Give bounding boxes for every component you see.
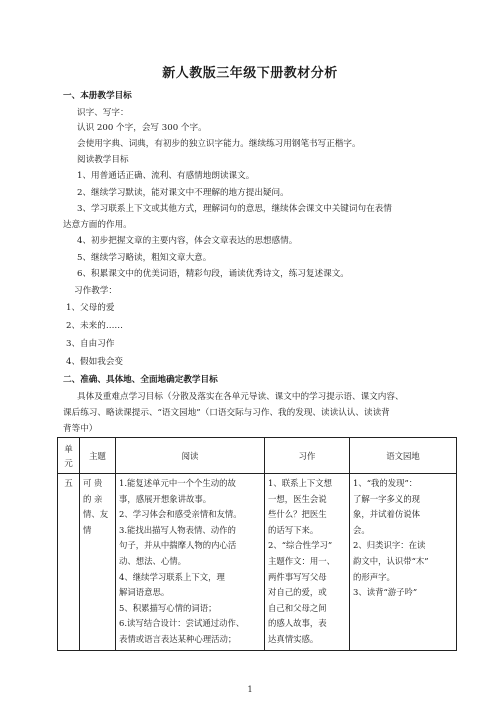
cell-line: 可 贵	[83, 478, 103, 488]
cell-line: 4、继续学习联系上下文，理	[119, 571, 225, 582]
cell-line: 的 亲	[83, 493, 103, 504]
teaching-analysis-table	[57, 437, 457, 651]
cell-line: 3、读背“游子吟”	[353, 587, 418, 598]
cell-line: 1、联系上下文想	[268, 478, 332, 488]
cell-unit: 五	[58, 474, 80, 651]
cell-line: 5、积累描写心情的词语；	[119, 602, 217, 613]
text-line: 6、积累课文中的优美词语，精彩句段，诵读优秀诗文，练习复述课文。	[77, 269, 349, 279]
cell-line: 情、友	[83, 509, 109, 520]
cell-line: 2、学习体会和感受亲情和友情。	[119, 509, 242, 520]
cell-line: 2、归类识字：在读	[353, 540, 426, 551]
cell-line: 的形声字。	[353, 571, 395, 582]
cell-line: 象，并试着仿说体	[353, 509, 420, 520]
cell-line: 韵文中，认识带“木”	[353, 555, 429, 566]
text-line: 5、继续学习略读，粗知文章大意。	[77, 253, 212, 263]
text-line: 具体及重难点学习目标（分散及落实在各单元导读、课文中的学习提示语、课文内容、	[77, 392, 404, 402]
cell-line: 自己和父母之间	[268, 602, 327, 613]
text-line: 3、自由习作	[66, 339, 115, 349]
text-line: 2、未来的……	[66, 321, 124, 331]
header-writing: 习作	[265, 438, 350, 474]
cell-line: 1、“我的发现”：	[353, 478, 418, 488]
table-row	[58, 474, 457, 651]
cell-line: 达真情实感。	[268, 633, 319, 644]
text-line: 4、假如我会变	[66, 357, 124, 367]
cell-line: 会。	[353, 524, 370, 535]
page-number: 1	[247, 685, 253, 694]
cell-garden	[350, 474, 457, 651]
cell-line: 2、“综合性学习”	[268, 540, 333, 551]
text-line: 2、继续学习默读，能对课文中不理解的地方提出疑问。	[77, 188, 289, 198]
text-line: 会使用字典、词典，有初步的独立识字能力。继续练习用钢笔书写正楷字。	[77, 139, 361, 149]
cell-line: 1.能复述单元中一个个生动的故	[119, 478, 236, 488]
cell-line: 些什么？把医生	[268, 509, 327, 520]
text-line: 认识 200 个字，会写 300 个字。	[77, 123, 207, 133]
text-line: 习作教学：	[74, 286, 117, 296]
cell-line: 对自己的爱，或	[268, 587, 327, 598]
header-garden: 语文园地	[350, 438, 457, 474]
cell-line: 句子，并从中揣摩人物的内心活	[119, 540, 237, 551]
text-line: 1、父母的爱	[66, 303, 115, 313]
header-theme: 主题	[80, 438, 116, 474]
header-reading: 阅读	[116, 438, 265, 474]
header-unit: 单元	[58, 438, 80, 474]
cell-line: 主题作文：用一、	[268, 555, 335, 566]
section-heading: 一、本册教学目标	[63, 91, 132, 101]
cell-line: 两件事写写父母	[268, 571, 327, 582]
table-header-row	[58, 438, 457, 474]
cell-line: 了解一字多义的现	[353, 493, 420, 504]
cell-line: 情	[83, 524, 92, 535]
cell-line: 一想，医生会说	[268, 493, 327, 504]
cell-theme	[80, 474, 116, 651]
cell-line: 事，感展开想象讲故事。	[119, 493, 212, 504]
text-line: 背等中）	[63, 424, 98, 434]
document-title: 新人教版三年级下册教材分析	[162, 66, 338, 81]
text-line: 4、初步把握文章的主要内容，体会文章表达的思想感情。	[77, 236, 298, 246]
text-line: 3、学习联系上下文或其他方式，理解词句的意思，继续体会课文中关键词句在表情	[77, 204, 392, 214]
cell-line: 的感人故事，表	[268, 618, 327, 629]
cell-reading	[116, 474, 265, 651]
cell-line: 3.能找出描写人物表情、动作的	[119, 524, 236, 535]
cell-line: 动、想法、心情。	[119, 555, 186, 566]
text-line: 1、用普通话正确、流利、有感情地朗读课文。	[77, 171, 255, 181]
text-line: 达意方面的作用。	[63, 220, 132, 230]
cell-line: 解词语意思。	[119, 587, 170, 598]
text-line: 课后练习、略读课提示、“语文园地”（口语交际与习作、我的发现、读读认认、读读背	[63, 408, 390, 418]
cell-line: 的话写下来。	[268, 524, 319, 535]
cell-line: 表情或语言表达某种心理活动；	[119, 633, 237, 644]
section-heading: 二、准确、具体地、全面地确定教学目标	[63, 375, 218, 385]
cell-line: 6.读写结合设计：尝试通过动作、	[119, 618, 245, 629]
text-line: 阅读教学目标	[77, 155, 129, 165]
cell-writing	[265, 474, 350, 651]
text-line: 识字、写字：	[77, 108, 129, 118]
